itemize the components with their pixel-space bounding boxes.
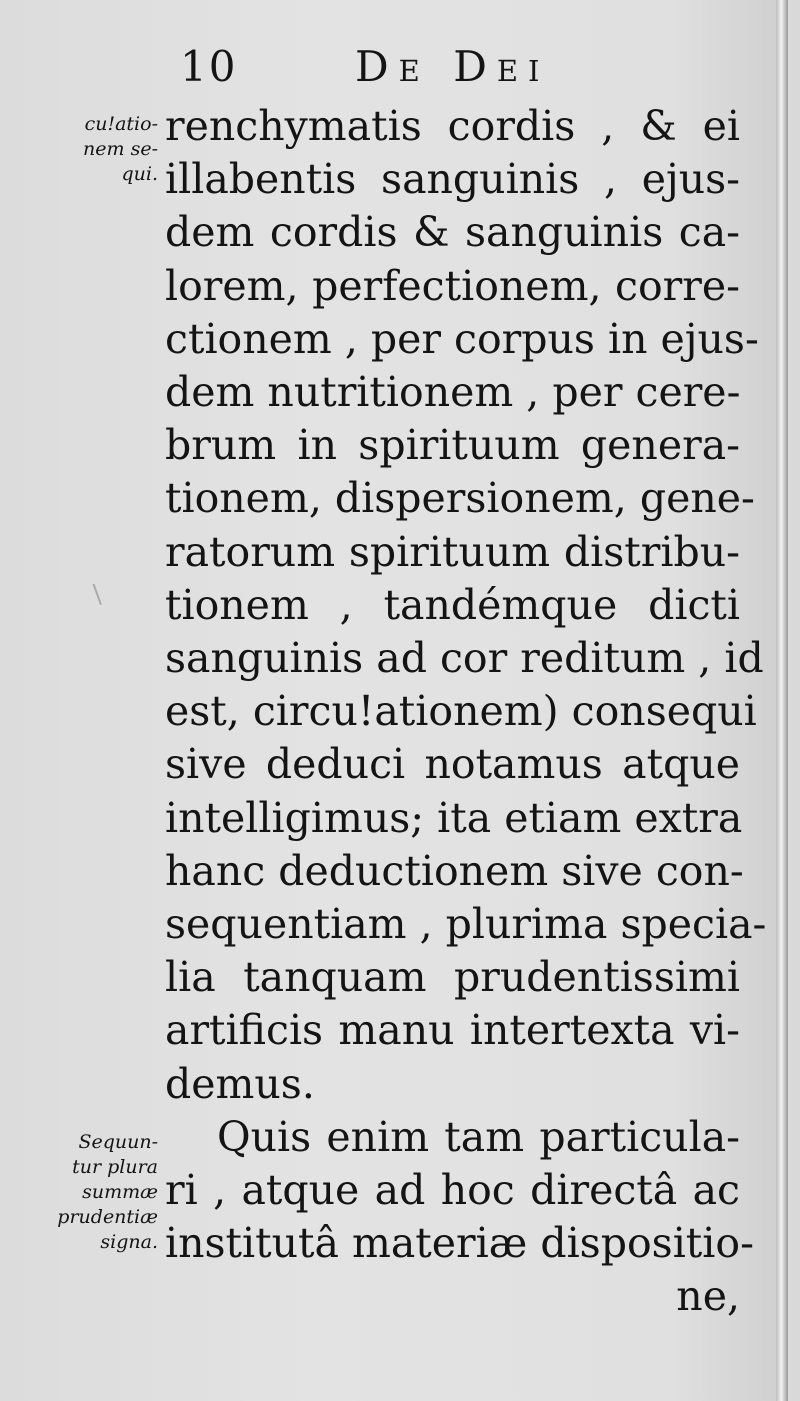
text-line: lia tanquam prudentissimi [165,953,740,1002]
text-line: tionem, dispersionem, gene- [165,474,755,523]
text-line: tionem , tandémque dicti [165,580,740,629]
text-line: sive deduci notamus atque [165,740,740,789]
running-title: De Dei [355,42,550,91]
margin-note-line: summæ [82,1181,158,1203]
text-line: brum in spirituum genera- [165,421,740,470]
text-line: demus. [165,1059,315,1108]
page-edge [776,0,788,1401]
margin-note-line: Sequun- [78,1131,158,1153]
text-line: est, circu!ationem) consequi [165,687,757,736]
text-line: intelligimus; ita etiam extra [165,793,743,842]
text-line: ri , atque ad hoc directâ ac [165,1166,740,1215]
body-text [165,100,767,1324]
page-number: 10 [180,42,238,91]
margin-note-prudence-signs [28,1130,158,1255]
text-line: sequentiam , plurima specia- [165,900,767,949]
margin-note-line: signa. [100,1231,158,1253]
catchword-line: ne, [676,1272,740,1321]
text-line: institutâ materiæ dispositio- [165,1219,754,1268]
text-line: artificis manu intertexta vi- [165,1006,740,1055]
text-line: Quis enim tam particula- [217,1112,740,1161]
text-line: renchymatis cordis , & ei [165,102,740,150]
text-line: dem nutritionem , per cere- [165,368,741,417]
text-line: ctionem , per corpus in ejus- [165,314,759,363]
page-header [180,42,740,102]
margin-note-line: cu!atio- [84,113,158,135]
margin-note-circulation [28,112,158,187]
text-line: dem cordis & sanguinis ca- [165,208,740,257]
text-line: hanc deductionem sive con- [165,846,744,895]
text-line: illabentis sanguinis , ejus- [165,155,740,204]
margin-note-line: prudentiæ [57,1206,158,1228]
margin-note-line: nem se- [83,138,158,160]
margin-note-line: tur plura [72,1156,158,1178]
text-line: sanguinis ad cor reditum , id [165,634,764,683]
ink-mark [93,581,110,605]
text-line: ratorum spirituum distribu- [165,527,740,576]
text-line: lorem, perfectionem, corre- [165,261,740,310]
margin-note-line: qui. [121,163,158,185]
